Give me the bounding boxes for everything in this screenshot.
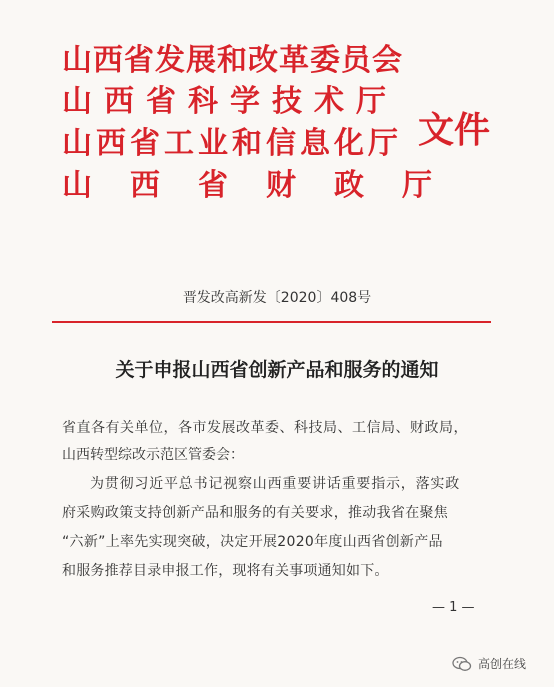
- issuer-name: 山西省发展和改革委员会: [62, 43, 403, 78]
- addressee-line: 省直各有关单位，各市发展改革委、科技局、工信局、财政局，: [62, 420, 468, 436]
- issuer-name: 山西省科学技术厅: [62, 84, 398, 119]
- red-divider: [52, 321, 491, 323]
- watermark-label: 高创在线: [478, 657, 527, 671]
- wechat-icon: [452, 656, 472, 672]
- paragraph-line: 府采购政策支持创新产品和服务的有关要求，推动我省在聚焦: [62, 505, 449, 521]
- page-number: — 1 —: [432, 600, 475, 615]
- issuer-name: 山西省财政厅: [62, 168, 470, 203]
- paragraph-line: 为贯彻习近平总书记视察山西重要讲话重要指示，落实政: [90, 476, 460, 492]
- paragraph-line: “六新”上率先实现突破，决定开展2020年度山西省创新产品: [62, 534, 443, 550]
- document-type-label: 文件: [418, 109, 491, 151]
- document-title: 关于申报山西省创新产品和服务的通知: [115, 359, 439, 381]
- document-number: 晋发改高新发〔2020〕408号: [182, 290, 372, 306]
- source-watermark: [452, 655, 526, 672]
- issuer-name: 山西省工业和信息化厅: [62, 126, 402, 161]
- paragraph-line: 和服务推荐目录申报工作，现将有关事项通知如下。: [62, 563, 389, 579]
- addressee-line: 山西转型综改示范区管委会：: [62, 447, 244, 463]
